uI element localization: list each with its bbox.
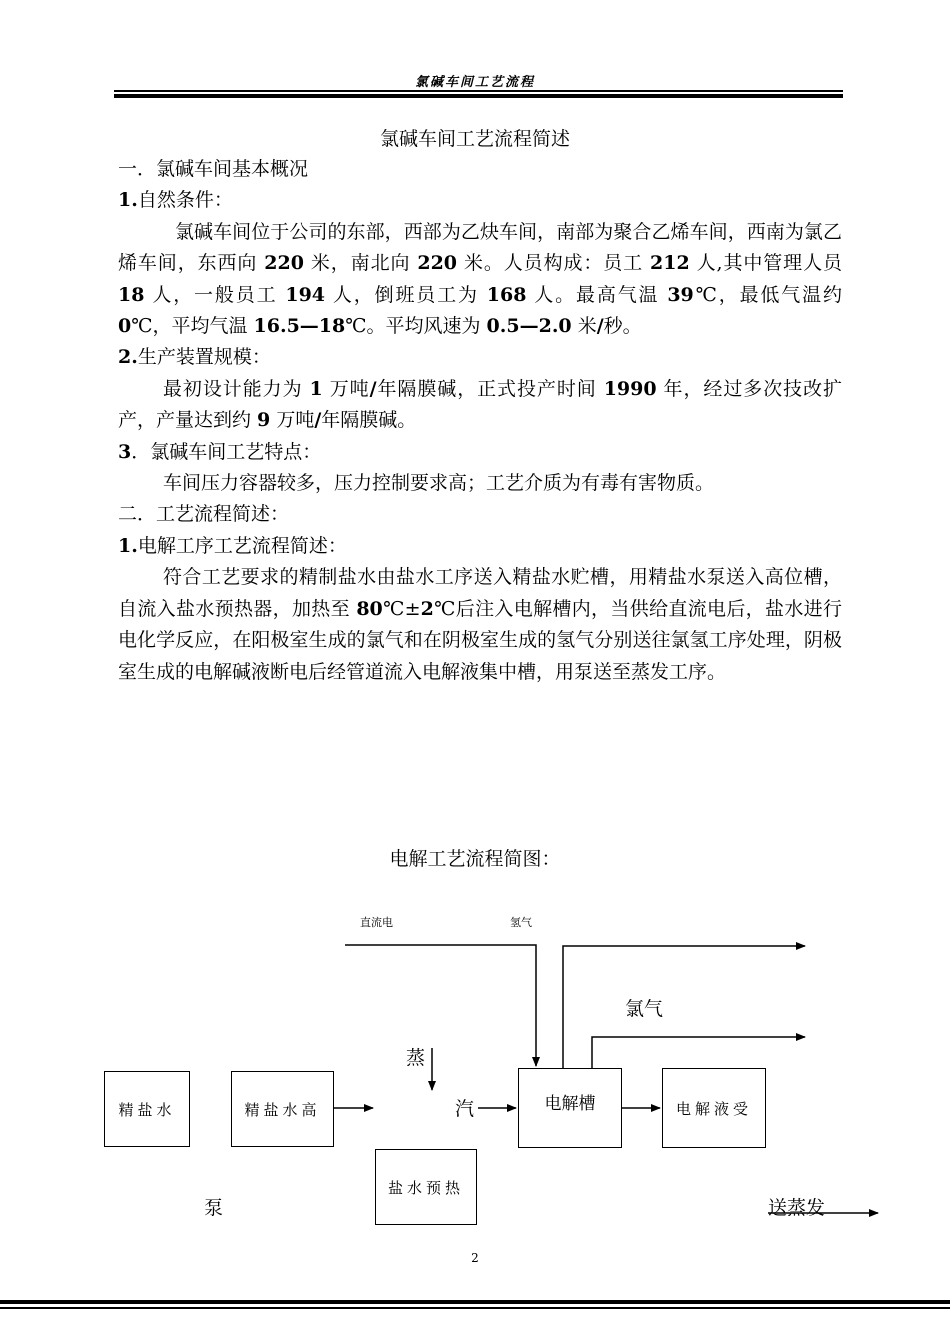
- text-run: ℃。平均风速为: [345, 315, 487, 338]
- text-run-bold: 18: [118, 283, 145, 306]
- text-run-bold: 2: [420, 597, 434, 620]
- text-run-bold: /: [369, 377, 377, 400]
- text-run-bold: /: [596, 315, 604, 338]
- text-run-bold: /: [314, 409, 322, 432]
- text-run: ℃±: [382, 597, 421, 620]
- text-run-bold: 1: [309, 377, 323, 400]
- text-run: 人,其中管理人员: [689, 252, 842, 275]
- text-run-bold: 0: [118, 315, 132, 338]
- hydrogen-outlet-line: [563, 946, 805, 1068]
- text-run-bold: 39: [667, 283, 694, 306]
- section-1-heading: 一．氯碱车间基本概况: [118, 158, 309, 180]
- section-1-2-title: 生产装置规模：: [137, 346, 271, 369]
- section-1-3-title: ．氯碱车间工艺特点：: [131, 440, 322, 463]
- label-dc-power: 直流电: [360, 916, 393, 929]
- section-2-heading: 二．工艺流程简述：: [118, 503, 290, 526]
- text-run-bold: 220: [417, 252, 458, 275]
- text-run: 万吨: [322, 377, 370, 400]
- text-run-bold: 168: [486, 283, 527, 306]
- label-to-evaporation: 送蒸发: [768, 1197, 826, 1219]
- box-electrolyte-receiver: 电解液受: [662, 1068, 766, 1148]
- document-title: 氯碱车间工艺流程简述: [379, 128, 570, 150]
- text-run: 年隔膜碱。: [321, 409, 417, 432]
- dc-power-line: [345, 945, 536, 1066]
- section-1-3-number: 3: [118, 440, 132, 463]
- box-brine-preheater: 盐水预热: [375, 1149, 477, 1225]
- section-1-1-title: 自然条件：: [137, 189, 233, 212]
- text-run-bold: 16.5—18: [253, 315, 346, 338]
- section-1-1-number: 1.: [118, 189, 138, 212]
- text-run: ℃，平均气温: [131, 315, 254, 338]
- diagram-title: 电解工艺流程简图：: [389, 848, 561, 870]
- label-steam-bottom: 汽: [455, 1098, 475, 1120]
- section-1-2-number: 2.: [118, 346, 138, 369]
- label-steam-top: 蒸: [406, 1047, 426, 1069]
- label-hydrogen: 氢气: [510, 916, 532, 929]
- text-run: ℃后注入电解槽内，当供给直流电后，盐水进行电化学反应，在阳极室生成的氯气和在阴极室生成的氢气分别送往氯氢工序处理，阴极室生成的电解碱液断电后经管道流入电解液集中槽，用泵送至蒸发工序。: [118, 597, 842, 683]
- text-run: 秒。: [603, 315, 642, 338]
- text-run: 最初设计能力为: [163, 377, 310, 400]
- section-2-1-number: 1.: [118, 534, 138, 557]
- text-run-bold: 220: [264, 252, 304, 275]
- box-brine-high-tank: 精盐水高: [231, 1071, 334, 1147]
- text-run: 年，经过多次技改扩产，产量达到约: [118, 377, 843, 432]
- box-electrolytic-cell: 电解槽: [518, 1068, 622, 1148]
- text-run: ℃，最低气温约: [693, 283, 842, 306]
- page-number: 2: [471, 1251, 479, 1265]
- text-run: 人。最高气温: [526, 283, 668, 306]
- section-1-3-paragraph: 车间压力容器较多，压力控制要求高；工艺介质为有毒有害物质。: [163, 472, 715, 495]
- text-run: 氯碱车间位于公司的东部，西部为乙炔车间，南部为聚合乙烯车间，西南为氯乙烯车间，东西向: [118, 220, 842, 275]
- text-run: 米: [571, 315, 597, 338]
- section-2-1-title: 电解工序工艺流程简述：: [137, 534, 347, 557]
- text-run-bold: 80: [356, 597, 383, 620]
- text-run-bold: 9: [257, 409, 271, 432]
- footer-rule-thick: [0, 1300, 950, 1304]
- text-run-bold: 194: [285, 283, 326, 306]
- label-pump: 泵: [204, 1197, 224, 1219]
- text-run: 米，南北向: [303, 252, 418, 275]
- text-run: 人，一般员工: [144, 283, 286, 306]
- text-run: 人，倒班员工为: [325, 283, 487, 306]
- text-run: 年隔膜碱，正式投产时间: [376, 377, 604, 400]
- footer-rule: [0, 1307, 950, 1309]
- text-run-bold: 1990: [603, 377, 657, 400]
- header-title: 氯碱车间工艺流程: [414, 75, 535, 90]
- text-run: 符合工艺要求的精制盐水由盐水工序送入精盐水贮槽，用精盐水泵送入高位槽，自流入盐水预热器，加热至: [118, 566, 842, 620]
- box-brine: 精盐水: [104, 1071, 190, 1147]
- text-run-bold: 212: [650, 252, 690, 275]
- text-run: 万吨: [270, 409, 315, 432]
- label-chlorine: 氯气: [625, 998, 664, 1020]
- text-run: 米。人员构成：员工: [457, 252, 651, 275]
- text-run-bold: 0.5—2.0: [486, 315, 572, 338]
